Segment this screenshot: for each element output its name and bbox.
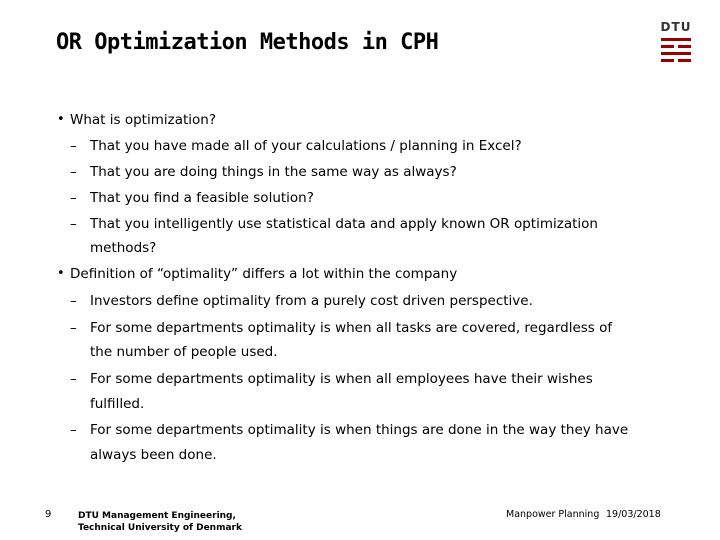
sub-bullet-text: Investors define optimality from a purely cost driven perspective. (90, 293, 533, 309)
page-number: 9 (45, 509, 52, 520)
sub-bullet-text: That you intelligently use statistical data and apply known OR optimization (90, 216, 598, 232)
sub-bullet-text: That you have made all of your calculations / planning in Excel? (90, 138, 522, 154)
sub-bullet-text-continued: always been done. (90, 447, 217, 463)
footer-org-line1: DTU Management Engineering, (78, 511, 236, 521)
sub-bullet-text: For some departments optimality is when all tasks are covered, regardless of (90, 320, 613, 336)
dtu-logo-icon (659, 20, 693, 66)
bullet-marker: • (57, 112, 65, 127)
footer-date: 19/03/2018 (606, 509, 661, 520)
dash-marker: – (70, 371, 77, 387)
sub-bullet-text: That you find a feasible solution? (90, 190, 314, 206)
dash-marker: – (70, 293, 77, 309)
dash-marker: – (70, 320, 77, 336)
dash-marker: – (70, 164, 77, 180)
dash-marker: – (70, 190, 77, 206)
dtu-logo (659, 20, 693, 66)
bullet-text: Definition of “optimality” differs a lot within the company (70, 266, 458, 282)
footer-topic: Manpower Planning (506, 509, 600, 520)
logo-text: DTU (660, 20, 692, 34)
footer-org-line2: Technical University of Denmark (78, 523, 242, 533)
sub-bullet-text: For some departments optimality is when things are done in the way they have (90, 422, 629, 438)
sub-bullet-text-continued: methods? (90, 240, 157, 256)
slide-title: OR Optimization Methods in CPH (56, 30, 439, 55)
sub-bullet-text-continued: the number of people used. (90, 344, 278, 360)
footer-organization (78, 510, 242, 534)
bullet-marker: • (57, 266, 65, 281)
sub-bullet-text: That you are doing things in the same way as always? (90, 164, 457, 180)
dash-marker: – (70, 138, 77, 154)
dash-marker: – (70, 422, 77, 438)
sub-bullet-text: For some departments optimality is when all employees have their wishes (90, 371, 593, 387)
bullet-text: What is optimization? (70, 112, 216, 128)
sub-bullet-text-continued: fulfilled. (90, 396, 145, 412)
dash-marker: – (70, 216, 77, 232)
